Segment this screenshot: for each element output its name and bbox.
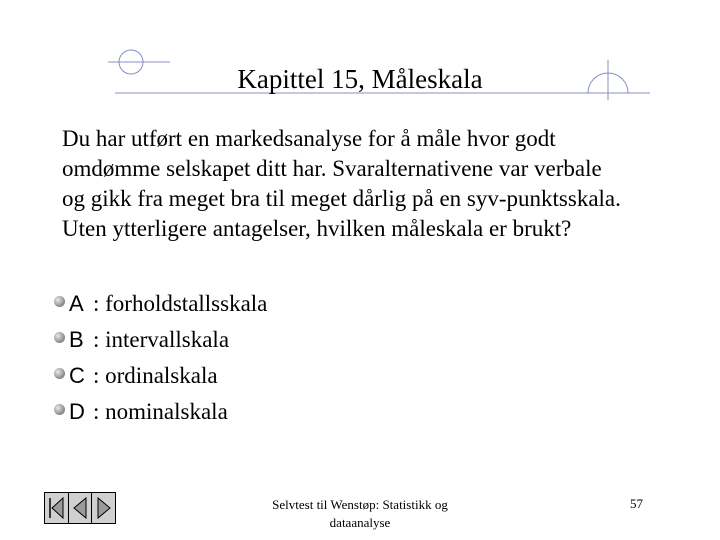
option-letter: D (69, 399, 85, 424)
slide-navigation (44, 492, 116, 524)
previous-slide-icon (70, 495, 90, 521)
option-letter: C (69, 363, 85, 388)
bullet-icon (54, 404, 65, 415)
option-text: : forholdstallsskala (93, 291, 268, 316)
next-slide-icon (94, 495, 114, 521)
first-slide-icon (46, 495, 66, 521)
option-a[interactable] (54, 286, 267, 322)
option-letter: B (69, 327, 84, 352)
option-c[interactable] (54, 358, 267, 394)
answer-options (54, 286, 267, 430)
next-slide-button[interactable] (91, 493, 115, 523)
footer-text (250, 496, 470, 532)
question-line: omdømme selskapet ditt har. Svaralternativene var verbale (62, 156, 602, 181)
option-text: : ordinalskala (93, 363, 218, 388)
question-line: Uten ytterligere antagelser, hvilken måleskala er brukt? (62, 216, 572, 241)
question-line: og gikk fra meget bra til meget dårlig på en syv-punktsskala. (62, 186, 621, 211)
footer-line: dataanalyse (329, 515, 391, 530)
option-text: : intervallskala (93, 327, 230, 352)
option-text: : nominalskala (93, 399, 228, 424)
bullet-icon (54, 332, 65, 343)
page-number: 57 (630, 496, 643, 511)
first-slide-button[interactable] (45, 493, 68, 523)
bullet-icon (54, 368, 65, 379)
footer-line: Selvtest til Wenstøp: Statistikk og (272, 497, 448, 512)
option-d[interactable] (54, 394, 267, 430)
question-line: Du har utført en markedsanalyse for å måle hvor godt (62, 126, 556, 151)
bullet-icon (54, 296, 65, 307)
question-text (62, 124, 682, 244)
slide-title: Kapittel 15, Måleskala (237, 64, 483, 94)
option-b[interactable] (54, 322, 267, 358)
option-letter: A (69, 291, 84, 316)
previous-slide-button[interactable] (68, 493, 92, 523)
